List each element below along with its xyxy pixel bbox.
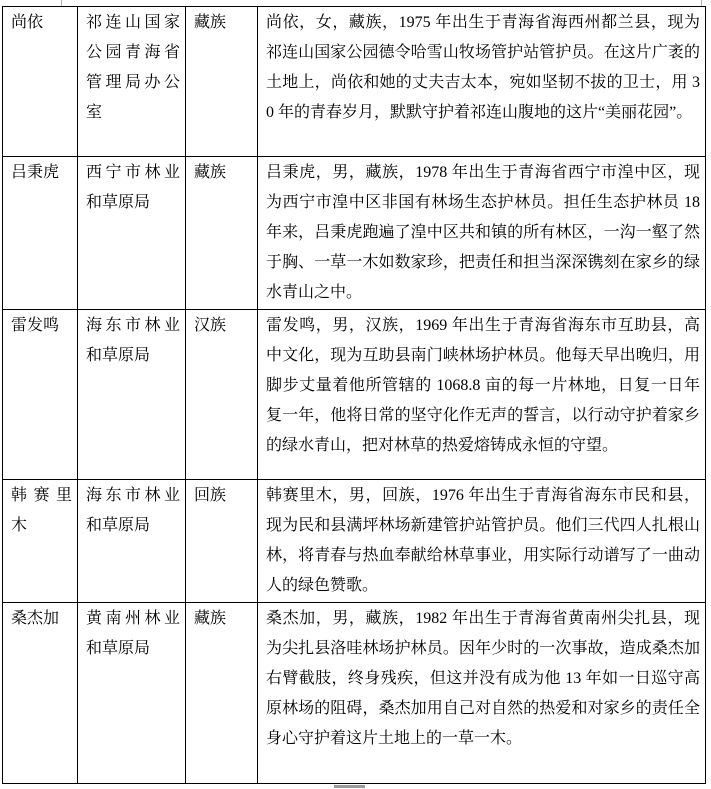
- table-cell-ethnicity: 藏族: [186, 603, 258, 784]
- table-row: [3, 603, 706, 784]
- table-cell-organization: 黄南州林业和草原局: [78, 603, 186, 784]
- table-row: [3, 7, 706, 157]
- forest-ranger-table: [2, 6, 706, 784]
- table-cell-organization: 西宁市林业和草原局: [78, 157, 186, 310]
- table-cell-ethnicity: 藏族: [186, 157, 258, 310]
- table-cell-ethnicity: 藏族: [186, 7, 258, 157]
- table-cell-organization: 海东市林业和草原局: [78, 310, 186, 480]
- table-row: [3, 310, 706, 480]
- table-row: [3, 480, 706, 603]
- table-cell-description: 吕秉虎，男，藏族，1978 年出生于青海省西宁市湟中区，现为西宁市湟中区非国有林场生态护林员。担任生态护林员 18 年来，吕秉虎跑遍了湟中区共和镇的所有林区，一沟一壑了然于胸、一草一木如数家珍，把责任和担当深深镌刻在家乡的绿水青山之中。: [258, 157, 706, 310]
- table-cell-description: 韩赛里木，男，回族，1976 年出生于青海省海东市民和县，现为民和县满坪林场新建管护站管护员。他们三代四人扎根山林，将青春与热血奉献给林草事业，用实际行动谱写了一曲动人的绿色赞歌。: [258, 480, 706, 603]
- table-cell-ethnicity: 汉族: [186, 310, 258, 480]
- table-cell-name: 尚依: [3, 7, 78, 157]
- table-cell-description: 雷发鸣，男，汉族，1969 年出生于青海省海东市互助县，高中文化，现为互助县南门峡林场护林员。他每天早出晚归，用脚步丈量着他所管辖的 1068.8 亩的每一片林地，日复一日年复一年，他将日常的坚守化作无声的誓言，以行动守护着家乡的绿水青山，把对林草的热爱熔铸成永恒的守望。: [258, 310, 706, 480]
- table-cell-description: 尚依，女，藏族，1975 年出生于青海省海西州都兰县，现为祁连山国家公园德令哈雪山牧场管护站管护员。在这片广袤的土地上，尚依和她的丈夫吉太本，宛如坚韧不拔的卫士，用 30 年的青春岁月，默默守护着祁连山腹地的这片“美丽花园”。: [258, 7, 706, 157]
- table-cell-organization: 祁连山国家公园青海省管理局办公室: [78, 7, 186, 157]
- table-row: [3, 157, 706, 310]
- table-cell-name: 桑杰加: [3, 603, 78, 784]
- table-cell-description: 桑杰加，男，藏族，1982 年出生于青海省黄南州尖扎县，现为尖扎县洛哇林场护林员。因年少时的一次事故，造成桑杰加右臂截肢，终身残疾，但这并没有成为他 13 年如一日巡守高原林场的阻碍，桑杰加用自己对自然的热爱和对家乡的责任全身心守护着这片土地上的一草一木。: [258, 603, 706, 784]
- table-cell-organization: 海东市林业和草原局: [78, 480, 186, 603]
- cropped-content-fragment-bottom: [334, 785, 365, 788]
- table-cell-name: 吕秉虎: [3, 157, 78, 310]
- table-cell-name: 韩赛里木: [3, 480, 78, 603]
- ranger-table-body: [3, 7, 706, 784]
- table-cell-name: 雷发鸣: [3, 310, 78, 480]
- table-cell-ethnicity: 回族: [186, 480, 258, 603]
